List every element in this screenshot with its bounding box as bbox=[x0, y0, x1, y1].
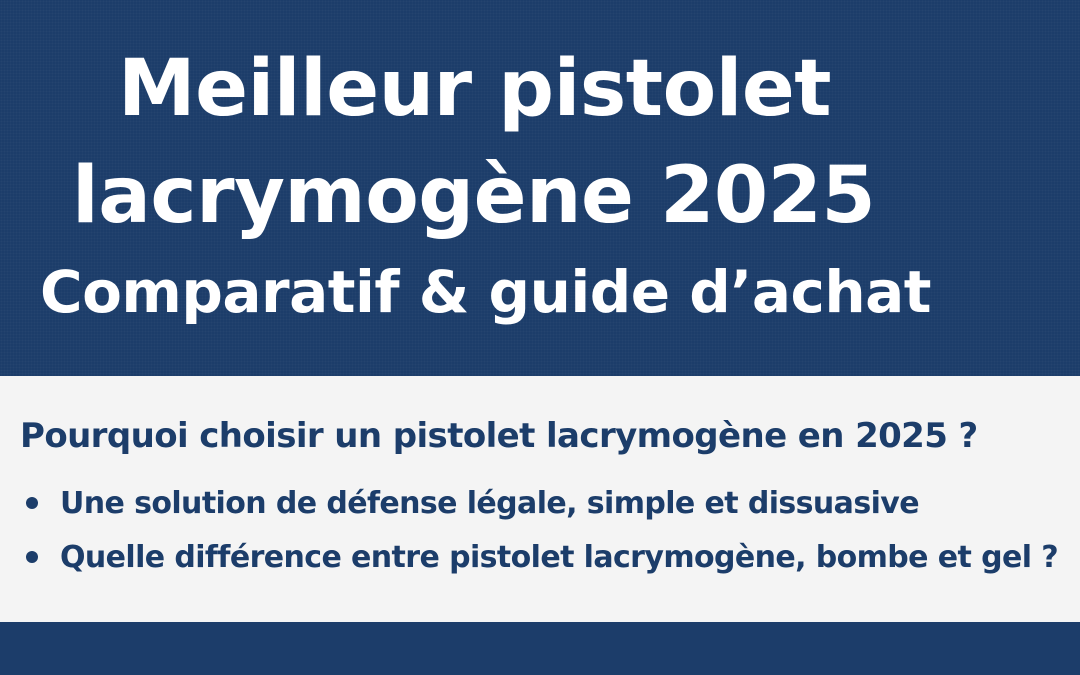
section-heading: Pourquoi choisir un pistolet lacrymogène en 2025 ? bbox=[20, 416, 978, 456]
title-line-1: Meilleur pistolet bbox=[118, 44, 832, 134]
bullet-text: Une solution de défense légale, simple et dissuasive bbox=[60, 485, 919, 521]
subtitle: Comparatif & guide d’achat bbox=[40, 258, 932, 326]
footer-band bbox=[0, 622, 1080, 675]
bullet-dot-icon bbox=[26, 551, 38, 563]
bullet-list bbox=[20, 476, 1058, 584]
list-item bbox=[20, 530, 1058, 584]
title-line-2: lacrymogène 2025 bbox=[72, 151, 876, 241]
list-item bbox=[20, 476, 1058, 530]
bullet-dot-icon bbox=[26, 497, 38, 509]
bullet-text: Quelle différence entre pistolet lacrymogène, bombe et gel ? bbox=[60, 539, 1059, 575]
content-panel bbox=[0, 376, 1080, 622]
